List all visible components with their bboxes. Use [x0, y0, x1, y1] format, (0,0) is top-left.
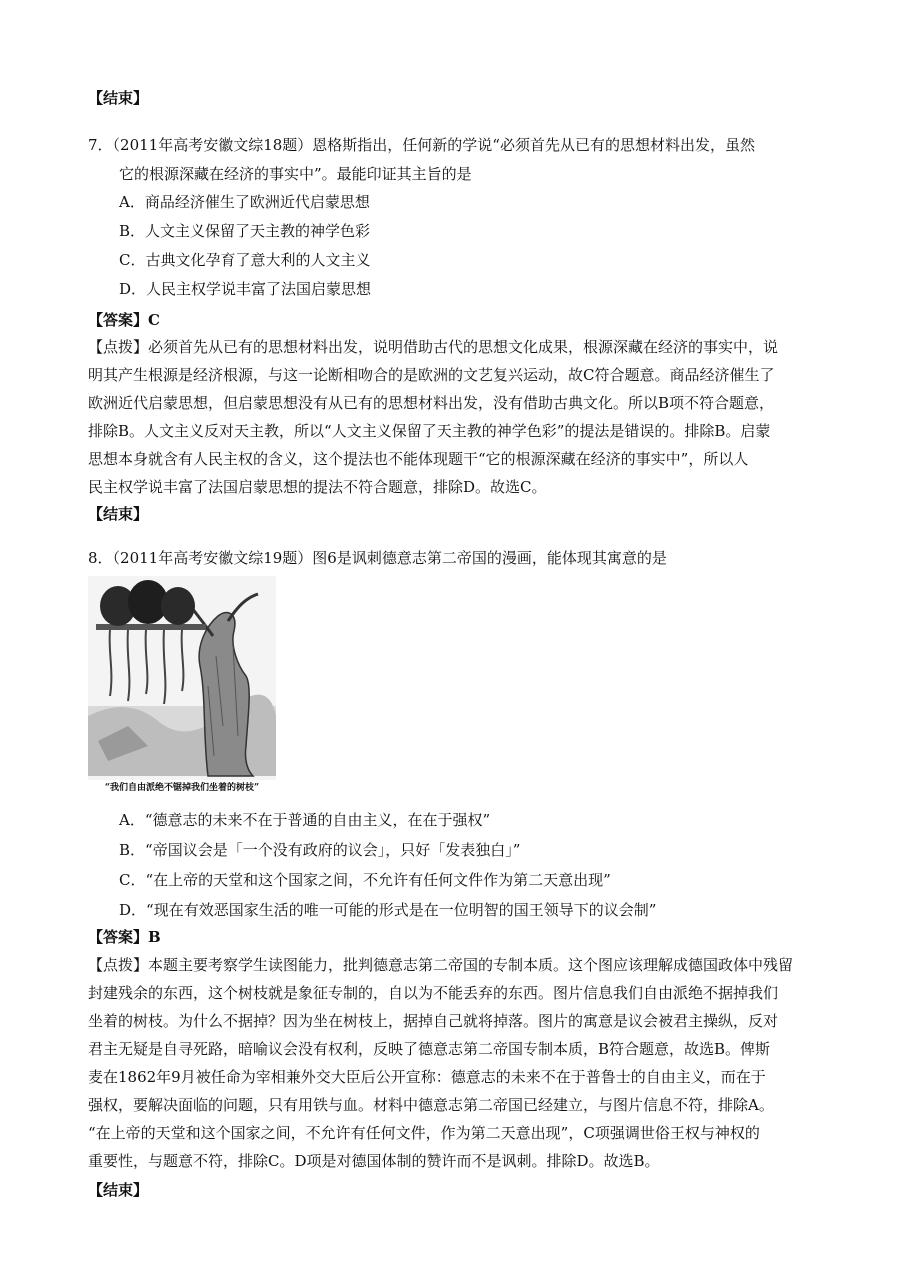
q8-option-d: D．“现在有效恶国家生活的唯一可能的形式是在一位明智的国王领导下的议会制” [119, 901, 657, 919]
q7-option-a: A．商品经济催生了欧洲近代启蒙思想 [119, 193, 370, 211]
q8-analysis-line: “在上帝的天堂和这个国家之间，不允许有任何文件，作为第二天意出现”，C项强调世俗王权与神权的 [88, 1124, 760, 1142]
cartoon-caption: “我们自由派绝不锯掉我们坐着的树枝” [104, 783, 260, 793]
q7-option-d: D．人民主权学说丰富了法国启蒙思想 [119, 280, 372, 298]
q8-analysis-line: 麦在1862年9月被任命为宰相兼外交大臣后公开宣称：德意志的未来不在于普鲁士的自由主义，而在于 [88, 1068, 766, 1086]
q8-stem: 8．（2011年高考安徽文综19题）图6是讽刺德意志第二帝国的漫画，能体现其寓意的是 [88, 549, 667, 567]
q8-analysis-line: 君主无疑是自寻死路，暗喻议会没有权利，反映了德意志第二帝国专制本质，B符合题意，故选B。俾斯 [88, 1040, 771, 1058]
satirical-cartoon-image [88, 576, 276, 798]
q8-answer: 【答案】B [88, 928, 161, 946]
q8-option-a: A．“德意志的未来不在于普通的自由主义，在在于强权” [119, 811, 491, 829]
q7-option-b: B．人文主义保留了天主教的神学色彩 [119, 222, 371, 240]
q7-answer: 【答案】C [88, 311, 160, 329]
q7-analysis-line: 【点拨】必须首先从已有的思想材料出发，说明借助古代的思想文化成果，根源深藏在经济的事实中，说 [88, 338, 779, 356]
q7-analysis-line: 民主权学说丰富了法国启蒙思想的提法不符合题意，排除D。故选C。 [88, 478, 547, 496]
q8-analysis-line: 【点拨】本题主要考察学生读图能力，批判德意志第二帝国的专制本质。这个图应该理解成德国政体中残留 [88, 956, 794, 974]
q8-option-b: B．“帝国议会是「一个没有政府的议会」，只好「发表独白」” [119, 841, 521, 859]
q7-end-marker: 【结束】 [88, 505, 149, 523]
end-marker: 【结束】 [88, 89, 149, 107]
q8-analysis-line: 坐着的树枝。为什么不据掉？因为坐在树枝上，据掉自己就将掉落。图片的寓意是议会被君主操纵，反对 [88, 1012, 779, 1030]
q7-option-c: C．古典文化孕育了意大利的人文主义 [119, 251, 371, 269]
q8-analysis-line: 封建残余的东西，这个树枝就是象征专制的，自以为不能丢弃的东西。图片信息我们自由派绝不据掉我们 [88, 984, 779, 1002]
q7-analysis-line: 欧洲近代启蒙思想，但启蒙思想没有从已有的思想材料出发，没有借助古典文化。所以B项不符合题意， [88, 394, 775, 412]
q7-analysis-line: 排除B。人文主义反对天主教，所以“人文主义保留了天主教的神学色彩”的提法是错误的。排除B。启蒙 [88, 422, 771, 440]
q8-analysis-line: 强权，要解决面临的问题，只有用铁与血。材料中德意志第二帝国已经建立，与图片信息不符，排除A。 [88, 1096, 774, 1114]
q8-option-c: C．“在上帝的天堂和这个国家之间，不允许有任何文件作为第二天意出现” [119, 871, 611, 889]
q7-stem-line2: 它的根源深藏在经济的事实中”。最能印证其主旨的是 [119, 165, 472, 183]
q8-analysis-line: 重要性，与题意不符，排除C。D项是对德国体制的赞许而不是讽刺。排除D。故选B。 [88, 1152, 660, 1170]
cartoon-drawing [88, 576, 276, 798]
q8-end-marker: 【结束】 [88, 1181, 149, 1199]
q7-stem-line1: 7．（2011年高考安徽文综18题）恩格斯指出，任何新的学说“必须首先从已有的思想材料出发，虽然 [88, 136, 755, 154]
q7-analysis-line: 明其产生根源是经济根源，与这一论断相吻合的是欧洲的文艺复兴运动，故C符合题意。商品经济催生了 [88, 366, 775, 384]
q7-analysis-line: 思想本身就含有人民主权的含义，这个提法也不能体现题干“它的根源深藏在经济的事实中”，所以人 [88, 450, 749, 468]
